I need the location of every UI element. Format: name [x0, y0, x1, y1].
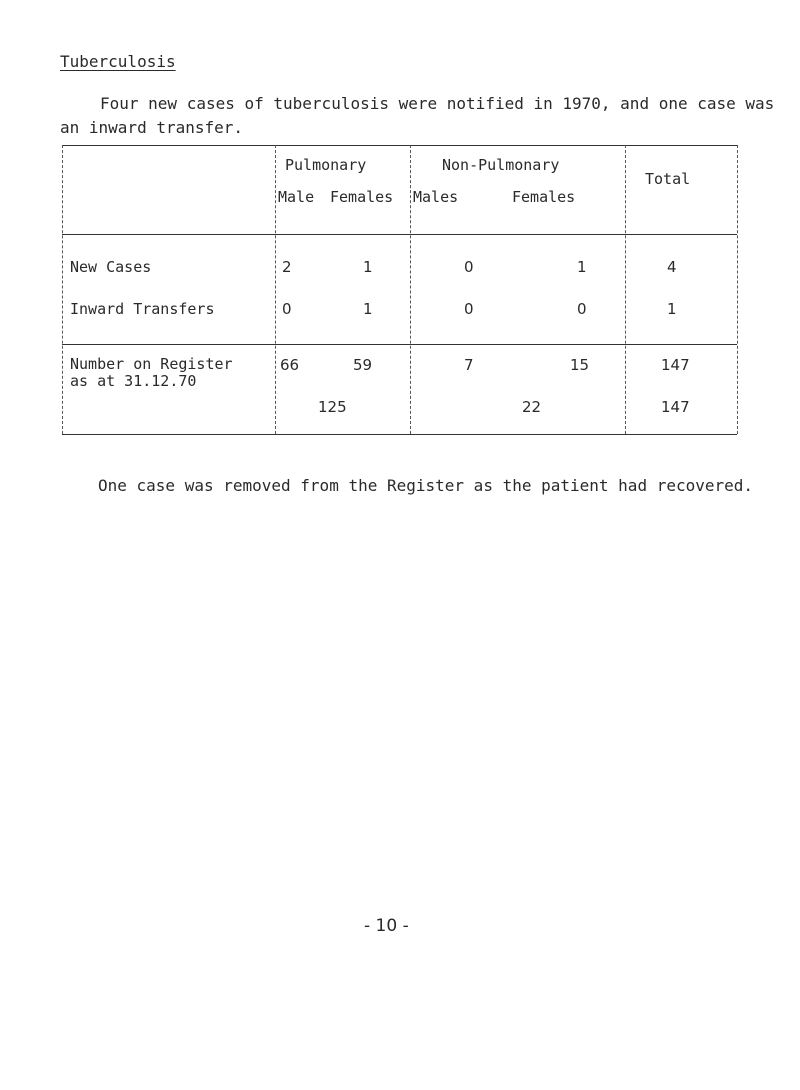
header-total: Total — [645, 170, 691, 188]
intro-paragraph: Four new cases of tuberculosis were notified in 1970, and one case was an inward transfer. — [60, 94, 775, 137]
cell-register-total-sum: 147 — [661, 398, 690, 416]
table-bottom-rule — [62, 434, 737, 435]
table-right-border — [737, 145, 738, 434]
table-divider-nonpulmonary — [625, 145, 626, 434]
table-left-border — [62, 145, 63, 434]
cell-register-total: 147 — [661, 356, 690, 374]
cell-new-nonpulm-male: 0 — [464, 258, 474, 276]
table-divider-label — [275, 145, 276, 434]
cell-register-nonpulm-female: 15 — [570, 356, 590, 374]
cell-new-pulm-male: 2 — [282, 258, 292, 276]
page-number: - 10 - — [364, 916, 409, 936]
cell-new-nonpulm-female: 1 — [577, 258, 587, 276]
cell-new-total: 4 — [667, 258, 677, 276]
row-label-register-line2: as at 31.12.70 — [70, 372, 197, 390]
table-top-rule — [62, 145, 737, 146]
cell-inward-total: 1 — [667, 300, 677, 318]
header-non-pulmonary: Non-Pulmonary — [442, 156, 560, 174]
cell-register-pulm-male: 66 — [280, 356, 300, 374]
row-label-new-cases: New Cases — [70, 258, 152, 276]
subheader-pulm-male: Male — [278, 188, 315, 206]
cell-inward-pulm-female: 1 — [363, 300, 373, 318]
cell-inward-nonpulm-female: 0 — [577, 300, 587, 318]
header-pulmonary: Pulmonary — [285, 156, 367, 174]
cell-inward-pulm-male: 0 — [282, 300, 292, 318]
footnote: One case was removed from the Register as the patient had recovered. — [98, 476, 754, 495]
page-heading: Tuberculosis — [60, 52, 176, 71]
subheader-pulm-females: Females — [330, 188, 394, 206]
subheader-nonpulm-females: Females — [512, 188, 576, 206]
cell-register-pulm-sum: 125 — [318, 398, 347, 416]
table-divider-pulmonary — [410, 145, 411, 434]
cell-register-nonpulm-sum: 22 — [522, 398, 542, 416]
table-header-rule — [62, 234, 737, 235]
row-label-register-line1: Number on Register — [70, 355, 233, 373]
table-section-rule — [62, 344, 737, 345]
row-label-inward-transfers: Inward Transfers — [70, 300, 215, 318]
cell-new-pulm-female: 1 — [363, 258, 373, 276]
cell-register-pulm-female: 59 — [353, 356, 373, 374]
cell-inward-nonpulm-male: 0 — [464, 300, 474, 318]
cell-register-nonpulm-male: 7 — [464, 356, 474, 374]
subheader-nonpulm-males: Males — [413, 188, 459, 206]
